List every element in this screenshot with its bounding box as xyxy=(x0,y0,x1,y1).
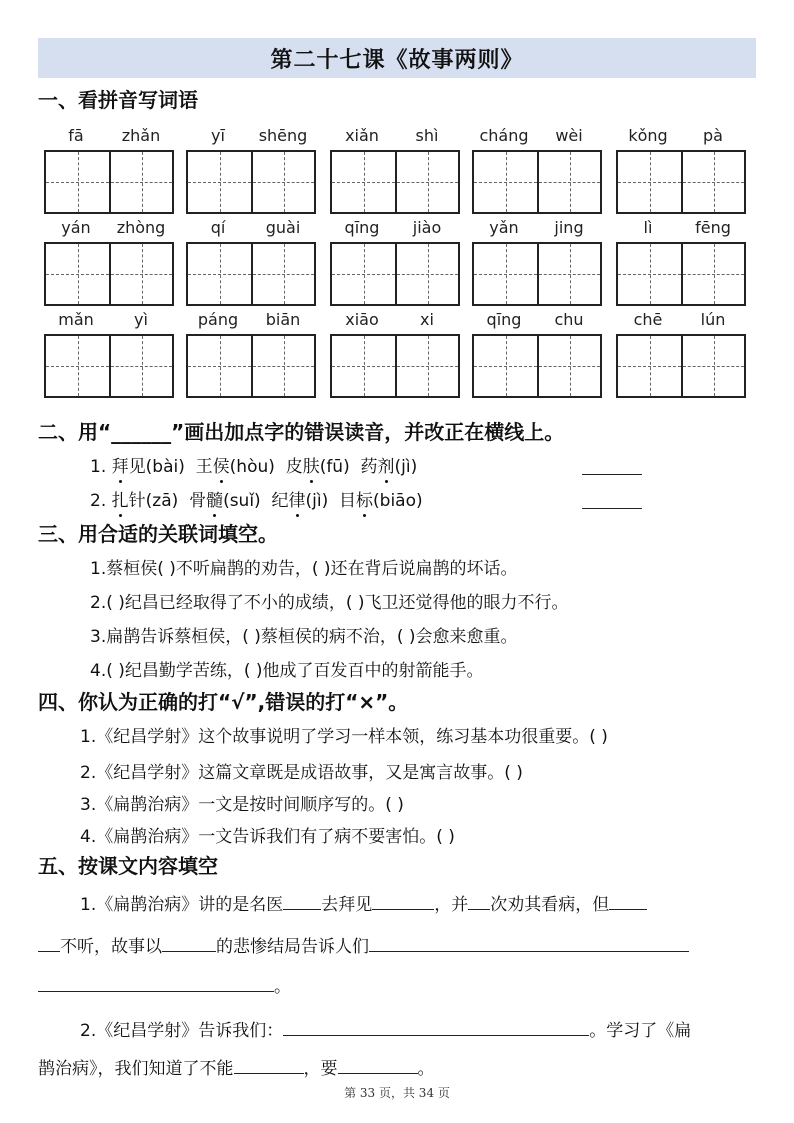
character-cell[interactable] xyxy=(474,336,537,396)
pinyin-syllable: yī xyxy=(211,126,225,145)
pinyin-syllable: qīng xyxy=(344,218,380,237)
section-4-item-3: 3.《扁鹊治病》一文是按时间顺序写的。( ) xyxy=(80,795,404,815)
character-cell[interactable] xyxy=(474,152,537,212)
pinyin-syllable: shēng xyxy=(258,126,308,145)
blank[interactable] xyxy=(468,909,490,910)
word-writing-box[interactable] xyxy=(472,150,602,214)
section-3-item-2: 2.( )纪昌已经取得了不小的成绩，( )飞卫还觉得他的眼力不行。 xyxy=(90,593,569,613)
section-2-q1 xyxy=(90,452,417,477)
pinyin-syllable: chu xyxy=(554,310,584,329)
word-writing-box[interactable] xyxy=(330,334,460,398)
pinyin-row xyxy=(44,218,756,240)
word-writing-box[interactable] xyxy=(330,242,460,306)
character-cell[interactable] xyxy=(332,336,395,396)
character-cell[interactable] xyxy=(537,336,600,396)
pinyin-syllable: biān xyxy=(265,310,301,329)
pinyin-syllable: zhòng xyxy=(116,218,166,237)
q2-word-3: 纪律(jì) xyxy=(271,491,329,511)
character-cell[interactable] xyxy=(109,244,172,304)
page-title: 第二十七课《故事两则》 xyxy=(270,47,524,73)
writing-grid-row xyxy=(44,242,756,308)
blank[interactable] xyxy=(283,909,321,910)
blank[interactable] xyxy=(162,951,216,952)
character-cell[interactable] xyxy=(618,152,681,212)
pinyin-syllable: xiāo xyxy=(345,310,379,329)
pinyin-syllable: fā xyxy=(68,126,84,145)
q2-word-1: 扎针(zā) xyxy=(111,491,179,511)
blank[interactable] xyxy=(338,1073,418,1074)
character-cell[interactable] xyxy=(474,244,537,304)
q2-word-4: 目标(biāo) xyxy=(339,491,423,511)
character-cell[interactable] xyxy=(188,244,251,304)
pinyin-syllable: zhǎn xyxy=(121,126,161,145)
character-cell[interactable] xyxy=(537,152,600,212)
word-writing-box[interactable] xyxy=(44,334,174,398)
section-5-heading: 五、按课文内容填空 xyxy=(38,854,218,878)
pinyin-syllable: guài xyxy=(265,218,301,237)
pinyin-syllable: wèi xyxy=(555,126,583,145)
title-bar xyxy=(38,38,756,78)
character-cell[interactable] xyxy=(251,336,314,396)
word-writing-box[interactable] xyxy=(186,150,316,214)
word-writing-box[interactable] xyxy=(186,242,316,306)
pinyin-syllable: cháng xyxy=(479,126,529,145)
section-2-heading: 二、用“______”画出加点字的错误读音，并改正在横线上。 xyxy=(38,420,565,444)
pinyin-syllable: chē xyxy=(633,310,663,329)
section-1-heading: 一、看拼音写词语 xyxy=(38,88,198,112)
blank[interactable] xyxy=(283,1035,589,1036)
character-cell[interactable] xyxy=(395,152,458,212)
section-4-heading: 四、你认为正确的打“√”,错误的打“×”。 xyxy=(38,690,409,714)
writing-grid-row xyxy=(44,150,756,216)
pinyin-row xyxy=(44,126,756,148)
character-cell[interactable] xyxy=(251,244,314,304)
q2-word-2: 骨髓(suǐ) xyxy=(189,491,261,511)
character-cell[interactable] xyxy=(109,152,172,212)
section-5-q1-line2: 不听，故事以 的悲惨结局告诉人们 xyxy=(38,932,689,957)
pinyin-syllable: xi xyxy=(420,310,434,329)
character-cell[interactable] xyxy=(681,244,744,304)
character-cell[interactable] xyxy=(46,244,109,304)
word-writing-box[interactable] xyxy=(472,334,602,398)
pinyin-syllable: jing xyxy=(554,218,584,237)
pinyin-syllable: kǒng xyxy=(628,126,668,145)
character-cell[interactable] xyxy=(618,336,681,396)
pinyin-syllable: mǎn xyxy=(58,310,94,329)
answer-line-q2[interactable] xyxy=(582,508,642,509)
q1-word-1: 拜见(bài) xyxy=(111,457,185,477)
pinyin-syllable: yán xyxy=(61,218,91,237)
pinyin-syllable: fēng xyxy=(695,218,731,237)
pinyin-syllable: yì xyxy=(134,310,148,329)
section-3-item-3: 3.扁鹊告诉蔡桓侯，( )蔡桓侯的病不治，( )会愈来愈重。 xyxy=(90,627,518,647)
character-cell[interactable] xyxy=(188,336,251,396)
page-footer: 第 33 页，共 34 页 xyxy=(344,1086,450,1100)
character-cell[interactable] xyxy=(46,152,109,212)
section-3-heading: 三、用合适的关联词填空。 xyxy=(38,522,278,546)
blank[interactable] xyxy=(372,909,434,910)
character-cell[interactable] xyxy=(395,244,458,304)
character-cell[interactable] xyxy=(332,152,395,212)
word-writing-box[interactable] xyxy=(616,242,746,306)
pinyin-syllable: yǎn xyxy=(489,218,519,237)
section-2-q2 xyxy=(90,486,423,511)
pinyin-syllable: lì xyxy=(643,218,653,237)
section-3-item-4: 4.( )纪昌勤学苦练，( )他成了百发百中的射箭能手。 xyxy=(90,661,484,681)
section-3-item-1: 1.蔡桓侯( )不听扁鹊的劝告，( )还在背后说扁鹊的坏话。 xyxy=(90,559,518,579)
character-cell[interactable] xyxy=(251,152,314,212)
character-cell[interactable] xyxy=(395,336,458,396)
word-writing-box[interactable] xyxy=(44,242,174,306)
blank[interactable] xyxy=(369,951,689,952)
question-number: 2. xyxy=(90,491,107,511)
answer-line-q1[interactable] xyxy=(582,474,642,475)
character-cell[interactable] xyxy=(332,244,395,304)
section-5-q2-line2: 鹊治病》，我们知道了不能 ，要 。 xyxy=(38,1059,435,1079)
pinyin-syllable: lún xyxy=(700,310,726,329)
blank[interactable] xyxy=(234,1073,304,1074)
character-cell[interactable] xyxy=(188,152,251,212)
blank[interactable] xyxy=(609,909,647,910)
character-cell[interactable] xyxy=(46,336,109,396)
word-writing-box[interactable] xyxy=(472,242,602,306)
question-number: 1. xyxy=(90,457,107,477)
word-writing-box[interactable] xyxy=(616,334,746,398)
q1-word-4: 药剂(jì) xyxy=(360,457,418,477)
pinyin-syllable: qí xyxy=(210,218,226,237)
pinyin-syllable: jiào xyxy=(412,218,442,237)
word-writing-box[interactable] xyxy=(186,334,316,398)
pinyin-syllable: páng xyxy=(197,310,239,329)
character-cell[interactable] xyxy=(681,152,744,212)
section-5-q1-line3: 。 xyxy=(38,972,291,997)
word-writing-box[interactable] xyxy=(44,150,174,214)
section-4-item-1: 1.《纪昌学射》这个故事说明了学习一样本领，练习基本功很重要。( ) xyxy=(80,727,608,747)
q1-word-2: 王侯(hòu) xyxy=(195,457,275,477)
writing-grid-row xyxy=(44,334,756,400)
pinyin-syllable: shì xyxy=(415,126,439,145)
pinyin-syllable: xiǎn xyxy=(345,126,379,145)
blank[interactable] xyxy=(38,951,60,952)
word-writing-box[interactable] xyxy=(330,150,460,214)
pinyin-syllable: pà xyxy=(703,126,723,145)
q1-word-3: 皮肤(fū) xyxy=(285,457,350,477)
character-cell[interactable] xyxy=(618,244,681,304)
pinyin-row xyxy=(44,310,756,332)
section-5-q1-line1: 1.《扁鹊治病》讲的是名医 去拜见 ，并 次劝其看病，但 xyxy=(80,890,647,915)
blank[interactable] xyxy=(38,991,274,992)
character-cell[interactable] xyxy=(109,336,172,396)
section-4-item-4: 4.《扁鹊治病》一文告诉我们有了病不要害怕。( ) xyxy=(80,827,455,847)
character-cell[interactable] xyxy=(681,336,744,396)
word-writing-box[interactable] xyxy=(616,150,746,214)
character-cell[interactable] xyxy=(537,244,600,304)
pinyin-syllable: qīng xyxy=(486,310,522,329)
section-5-q2-line1: 2.《纪昌学射》告诉我们： 。学习了《扁 xyxy=(80,1021,692,1041)
section-4-item-2: 2.《纪昌学射》这篇文章既是成语故事，又是寓言故事。( ) xyxy=(80,763,523,783)
